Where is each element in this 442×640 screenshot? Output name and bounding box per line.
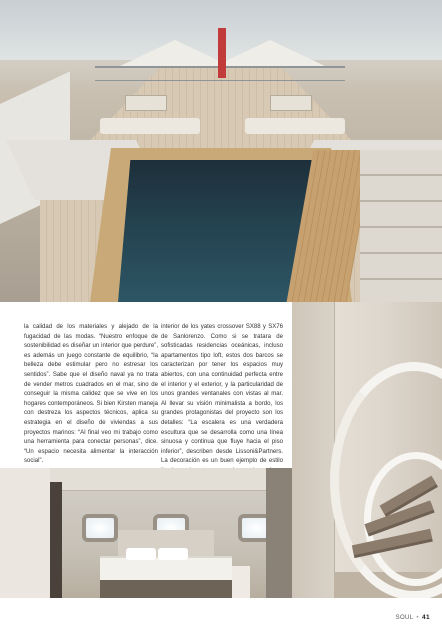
magazine-name: SOUL xyxy=(395,615,414,621)
designer-name: Kirsten xyxy=(117,400,137,407)
folio-separator: • xyxy=(416,615,419,621)
staircase-photo xyxy=(292,302,442,598)
article-paragraph: la calidad de los materiales y alejado de la fugacidad de las modas. “Nuestro enfoque de sostenibilidad es diseñar un interior que perdure”, es además un juego constante de equilibrio, “la belleza debe estimular pero no estresar los sentidos”. Sabe que el diseño naval ya no trata de vender metros cuadrados en el mar, sino de conseguir la misma calidez que se vive en los hogares contemporáneos. Si bien Kirsten maneja con destreza los aspectos técnicos, aplica su estrategia en el diseño de viviendas a sus proyectos marinos: “Al final veo mi trabajo como una herramienta para conectar personas”, dice. “Un espacio necesita alimentar la interacción social”. xyxy=(24,324,158,465)
page-number: 41 xyxy=(421,614,430,621)
cabin-photo xyxy=(0,468,292,598)
deck-photo xyxy=(0,0,442,302)
page-folio xyxy=(396,614,430,621)
article-paragraph: interior de los yates crossover SX88 y SX76 de Sanlorenzo. Como si se tratara de sofisticadas residencias oceánicas, incluso apartamentos tipo loft, estos dos barcos se caracterizan por tener los espacios muy abiertos, con una continuidad perfecta entre el interior y el exterior, y la particularidad de unos grandes ventanales con vistas al mar. Al llevar su visión minimalista a bordo, los grandes protagonistas del proyecto son los detalles: “La escalera es una verdadera escultura que se desarrolla como una línea sinuosa y continua que fluye hacia el piso inferior”, describen desde Lissoni&Partners. La decoración es un buen ejemplo de estilo xyxy=(161,324,283,465)
